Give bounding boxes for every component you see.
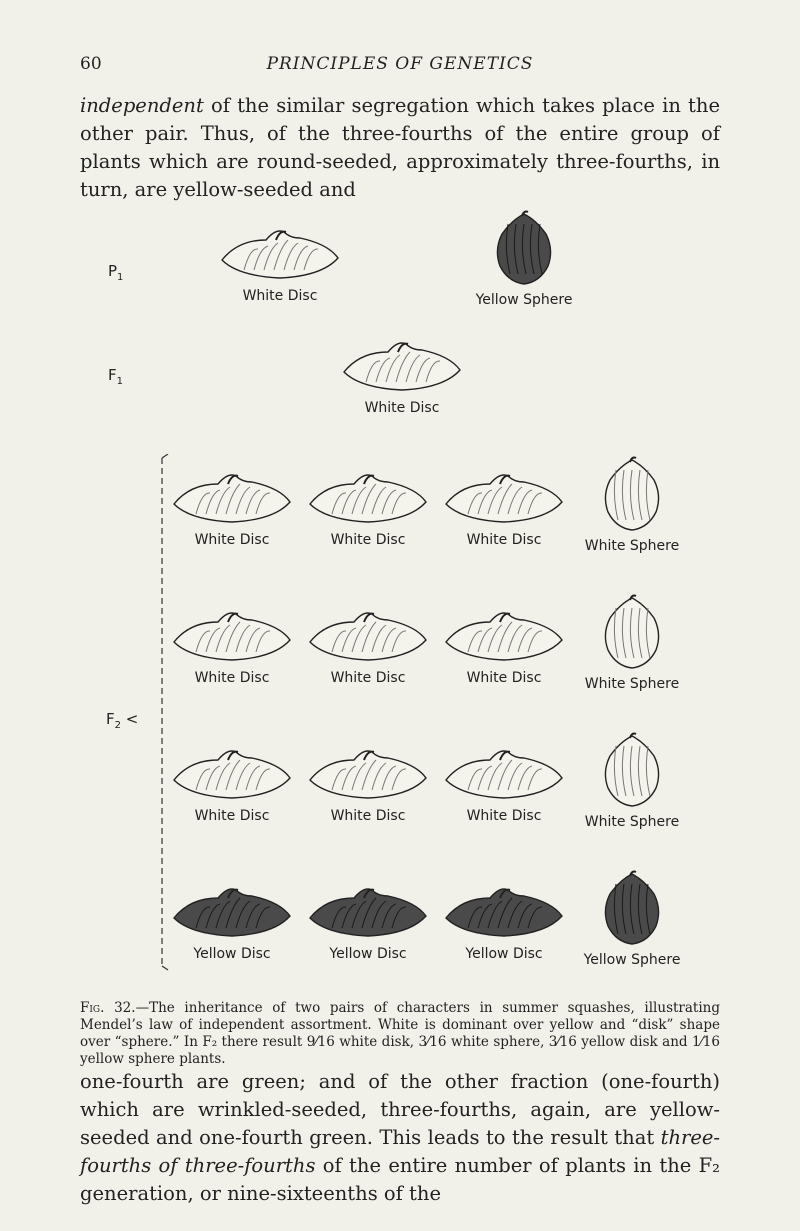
f2-plant-r2-c4 — [562, 594, 702, 692]
f2-plant-r3-c1 — [162, 746, 302, 824]
f2-plant-r3-c3 — [434, 746, 574, 824]
plant-label: White Disc — [330, 532, 406, 548]
generation-label-p1: $P_1$ — [108, 262, 124, 283]
f2-plant-r2-c2 — [298, 608, 438, 686]
plant-label: White Sphere — [584, 676, 680, 692]
sphere-squash-icon — [600, 456, 664, 534]
squash-inheritance-figure — [100, 220, 720, 980]
disc-squash-icon — [170, 884, 294, 942]
page-header — [80, 54, 720, 84]
f2-plant-r3-c2 — [298, 746, 438, 824]
plant-label: White Disc — [330, 808, 406, 824]
f2-plant-r4-c1 — [162, 884, 302, 962]
plant-label: White Disc — [330, 670, 406, 686]
plant-label: Yellow Sphere — [475, 292, 573, 308]
italic-lead: independent — [80, 94, 204, 117]
plant-label: White Disc — [242, 288, 318, 304]
disc-squash-icon — [442, 746, 566, 804]
plant-label: White Sphere — [584, 814, 680, 830]
top-paragraph — [80, 92, 720, 204]
generation-label-f2: $F_2$ < — [106, 710, 139, 731]
disc-squash-icon — [170, 608, 294, 666]
italic-phrase: three-fourths of three-fourths — [80, 1126, 720, 1177]
f2-plant-r1-c2 — [298, 470, 438, 548]
plant-label: White Disc — [466, 808, 542, 824]
sphere-squash-icon — [600, 732, 664, 810]
f2-plant-r1-c1 — [162, 470, 302, 548]
f2-plant-r2-c1 — [162, 608, 302, 686]
generation-label-f1: $F_1$ — [108, 366, 124, 387]
figure-label: Fig. 32. — [80, 1000, 136, 1016]
running-title: PRINCIPLES OF GENETICS — [266, 54, 534, 74]
disc-squash-icon — [218, 226, 342, 284]
f2-plant-r1-c4 — [562, 456, 702, 554]
figure-caption — [80, 1000, 720, 1068]
p1-plant-2 — [454, 210, 594, 308]
plant-label: Yellow Disc — [329, 946, 407, 962]
f2-plant-r4-c4 — [562, 870, 702, 968]
disc-squash-icon — [306, 470, 430, 528]
disc-squash-icon — [340, 338, 464, 396]
disc-squash-icon — [442, 884, 566, 942]
plant-label: Yellow Disc — [193, 946, 271, 962]
f2-plant-r4-c3 — [434, 884, 574, 962]
caption-text: —The inheritance of two pairs of characters in summer squashes, illustrating Mendel’s law of independent assortment. White is dominant over yellow and “disk” shape over “sphere.” In F₂ there result 9⁄16 white disk, 3⁄16 white sphere, 3⁄16 yellow disk and 1⁄16 yellow sphere plants. — [80, 1000, 720, 1067]
f2-plant-r3-c4 — [562, 732, 702, 830]
disc-squash-icon — [442, 470, 566, 528]
page-number: 60 — [80, 54, 102, 74]
disc-squash-icon — [306, 746, 430, 804]
plant-label: White Disc — [194, 532, 270, 548]
disc-squash-icon — [442, 608, 566, 666]
bottom-paragraph: one-fourth are green; and of the other fraction (one-fourth) which are wrinkled-seeded, three-fourths, again, are yellow-seeded and one-fourth green. This leads to the result that three-fourths of three-fourths of the entire number of plants in the F₂ generation, or nine-sixteenths of the — [80, 1070, 720, 1205]
plant-label: White Disc — [194, 670, 270, 686]
disc-squash-icon — [170, 746, 294, 804]
plant-label: Yellow Disc — [465, 946, 543, 962]
p1-plant-1 — [210, 226, 350, 304]
plant-label: White Disc — [466, 532, 542, 548]
plant-label: White Disc — [194, 808, 270, 824]
top-paragraph-text: of the similar segregation which takes place in the other pair. Thus, of the three-fourths of the entire group of plants which are round-seeded, approximately three-fourths, in turn, are yellow-seeded and — [80, 94, 720, 201]
plant-label: White Sphere — [584, 538, 680, 554]
plant-label: Yellow Sphere — [583, 952, 681, 968]
f2-plant-r4-c2 — [298, 884, 438, 962]
f1-plant-1 — [332, 338, 472, 416]
disc-squash-icon — [306, 608, 430, 666]
disc-squash-icon — [170, 470, 294, 528]
sphere-squash-icon — [600, 594, 664, 672]
plant-label: White Disc — [466, 670, 542, 686]
f2-plant-r2-c3 — [434, 608, 574, 686]
disc-squash-icon — [306, 884, 430, 942]
plant-label: White Disc — [364, 400, 440, 416]
sphere-squash-icon — [492, 210, 556, 288]
f2-plant-r1-c3 — [434, 470, 574, 548]
sphere-squash-icon — [600, 870, 664, 948]
